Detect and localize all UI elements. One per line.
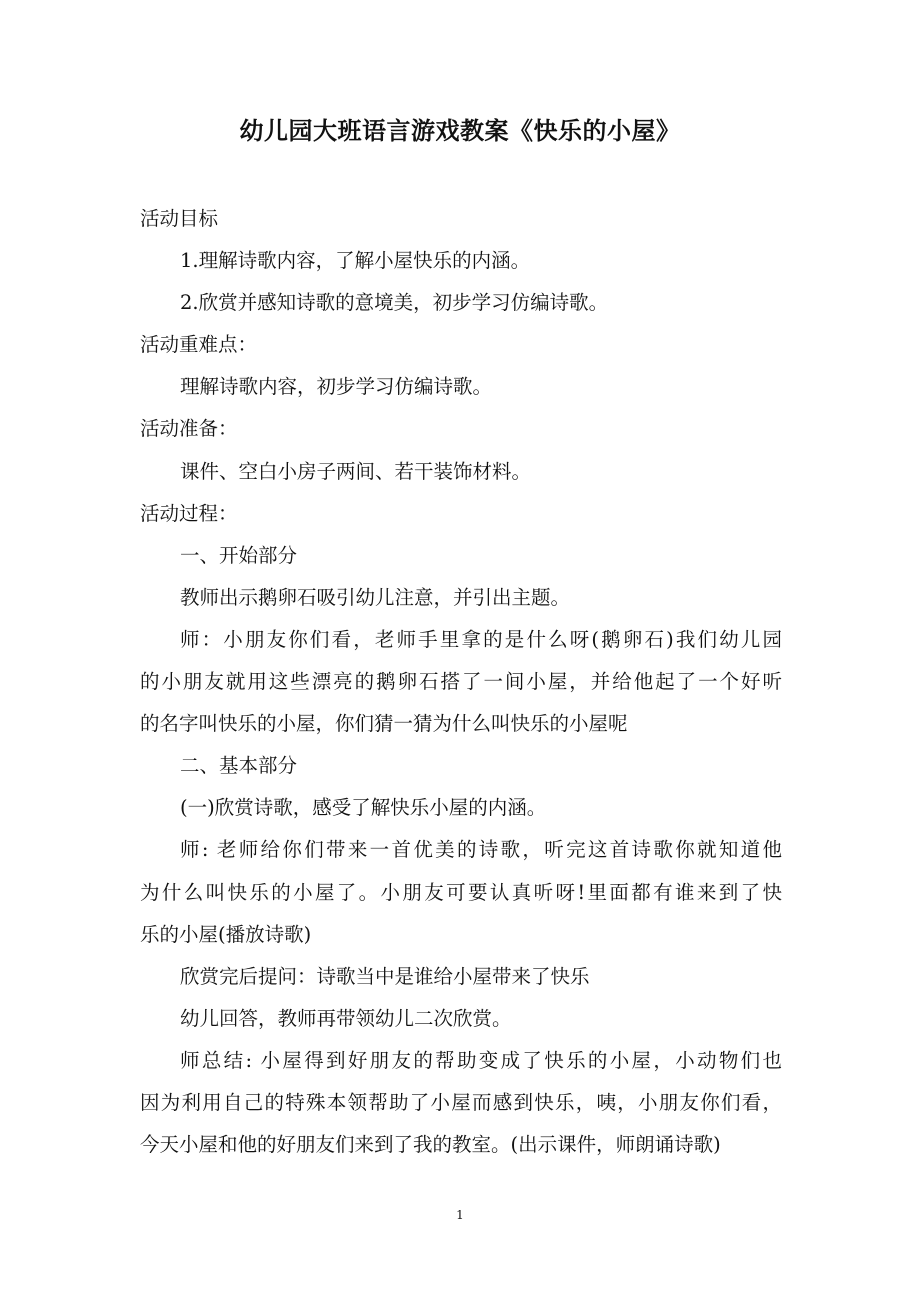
text-line: 今天小屋和他的好朋友们来到了我的教室。(出示课件，师朗诵诗歌) bbox=[140, 1133, 721, 1157]
paragraph bbox=[140, 408, 782, 450]
paragraph bbox=[140, 1040, 782, 1166]
paragraph bbox=[140, 324, 782, 366]
text-line: 为什么叫快乐的小屋了。小朋友可要认真听呀!里面都有谁来到了快 bbox=[140, 880, 782, 904]
text-line: 2.欣赏并感知诗歌的意境美，初步学习仿编诗歌。 bbox=[180, 291, 609, 315]
paragraph bbox=[140, 282, 782, 324]
text-line: 乐的小屋(播放诗歌) bbox=[140, 922, 312, 946]
page-number: 1 bbox=[456, 1208, 464, 1222]
paragraph bbox=[140, 956, 782, 998]
text-line: 幼儿回答，教师再带领幼儿二次欣赏。 bbox=[180, 1006, 512, 1030]
text-line: 师：小朋友你们看，老师手里拿的是什么呀(鹅卵石)我们幼儿园 bbox=[180, 627, 782, 651]
text-line: 一、开始部分 bbox=[180, 543, 298, 567]
text-line: 教师出示鹅卵石吸引幼儿注意，并引出主题。 bbox=[180, 585, 571, 609]
paragraph bbox=[140, 366, 782, 408]
paragraph bbox=[140, 493, 782, 535]
paragraph bbox=[140, 451, 782, 493]
text-line: 师总结: 小屋得到好朋友的帮助变成了快乐的小屋，小动物们也 bbox=[180, 1048, 782, 1072]
text-line: 活动目标 bbox=[140, 207, 219, 230]
text-line: 活动重难点： bbox=[140, 333, 258, 357]
paragraph bbox=[140, 829, 782, 955]
paragraph bbox=[140, 577, 782, 619]
text-line: 欣赏完后提问：诗歌当中是谁给小屋带来了快乐 bbox=[180, 964, 590, 988]
text-line: 的名字叫快乐的小屋，你们猜一猜为什么叫快乐的小屋呢 bbox=[140, 712, 628, 736]
paragraph bbox=[140, 619, 782, 745]
text-line: 的小朋友就用这些漂亮的鹅卵石搭了一间小屋，并给他起了一个好听 bbox=[140, 670, 782, 694]
text-line: 课件、空白小房子两间、若干装饰材料。 bbox=[180, 459, 532, 483]
document-title: 幼儿园大班语言游戏教案《快乐的小屋》 bbox=[239, 116, 681, 145]
paragraph bbox=[140, 240, 782, 282]
text-line: 活动准备： bbox=[140, 417, 238, 441]
paragraph bbox=[140, 998, 782, 1040]
text-line: 二、基本部分 bbox=[180, 754, 298, 778]
text-line: 1.理解诗歌内容，了解小屋快乐的内涵。 bbox=[180, 249, 531, 273]
text-line: 活动过程： bbox=[140, 501, 238, 525]
paragraph bbox=[140, 745, 782, 787]
paragraph bbox=[140, 787, 782, 829]
paragraph bbox=[140, 535, 782, 577]
text-line: 师: 老师给你们带来一首优美的诗歌，听完这首诗歌你就知道他 bbox=[180, 838, 782, 862]
document-body bbox=[140, 198, 782, 1166]
text-line: 理解诗歌内容，初步学习仿编诗歌。 bbox=[180, 375, 493, 399]
text-line: 因为利用自己的特殊本领帮助了小屋而感到快乐，咦，小朋友你们看， bbox=[140, 1090, 782, 1114]
paragraph bbox=[140, 198, 782, 240]
text-line: (一)欣赏诗歌，感受了解快乐小屋的内涵。 bbox=[180, 796, 547, 820]
